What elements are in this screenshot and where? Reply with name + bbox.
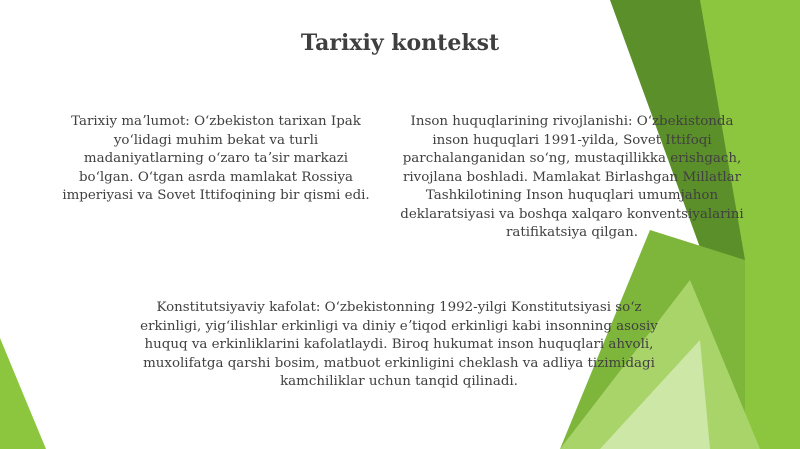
text-block-human-rights-development: Inson huquqlarining rivojlanishi: Oʻzbekistonda inson huquqlari 1991-yilda, Sovet Ittifoqi parchalanganidan soʻng, mustaqillikka erishgach, rivojlana boshladi. Mamlakat Birlashgan Millatlar Tashkilotining Inson huquqlari umumjahon deklaratsiyasi va boshqa xalqaro konventsiyalarini ratifikatsiya qilgan. (400, 114, 744, 240)
slide-title: Tarixiy kontekst (300, 30, 500, 56)
text-block-historical-info: Tarixiy maʼlumot: Oʻzbekiston tarixan Ipak yoʻlidagi muhim bekat va turli madaniyatlarning oʻzaro taʼsir markazi boʻlgan. Oʻtgan asrda mamlakat Rossiya imperiyasi va Sovet Ittifoqining bir qismi edi. (62, 114, 370, 203)
green-facet-left (0, 338, 46, 449)
text-block-constitutional-guarantee: Konstitutsiyaviy kafolat: Oʻzbekistonning 1992-yilgi Konstitutsiyasi soʻz erkinligi, yigʻilishlar erkinligi va diniy eʼtiqod erkinligi kabi insonning asosiy huquq va erkinliklarini kafolatlaydi. Biroq hukumat inson huquqlari ahvoli, muxolifatga qarshi bosim, matbuot erkinligini cheklash va adliya tizimidagi kamchiliklar uchun tanqid qilinadi. (140, 300, 658, 389)
